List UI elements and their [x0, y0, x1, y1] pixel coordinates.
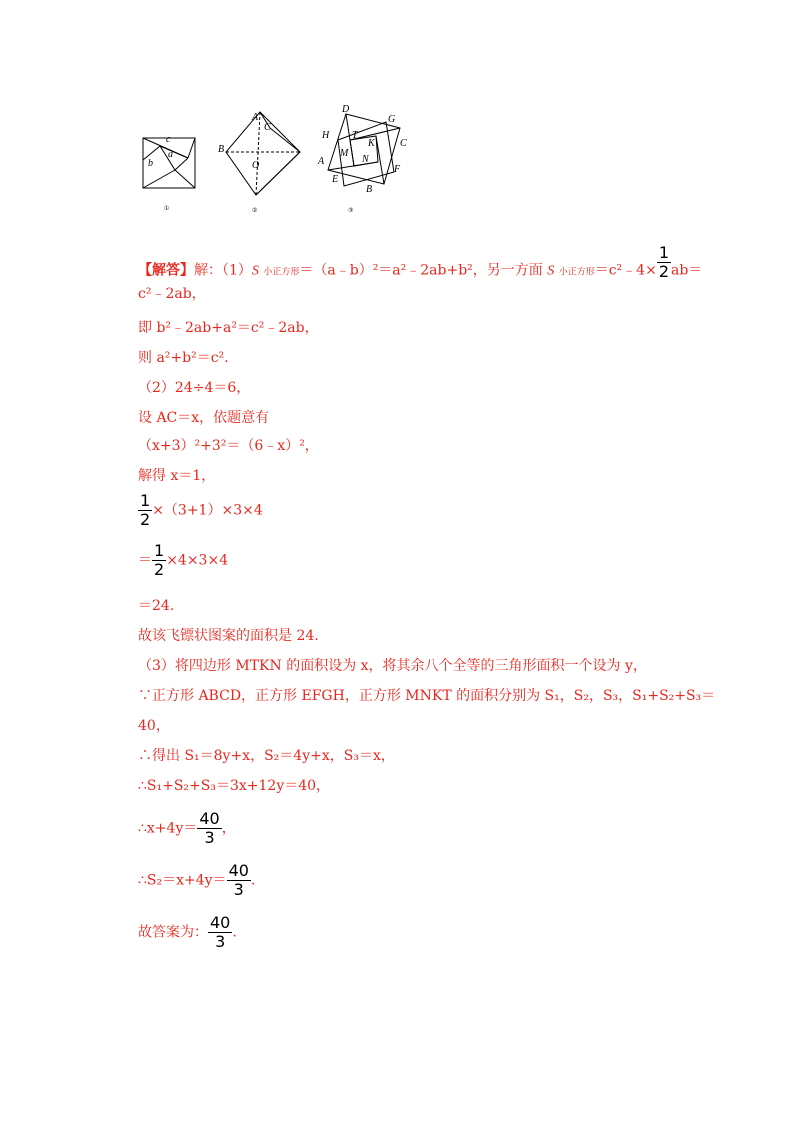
- figure-1: [130, 100, 200, 210]
- solution-line-16: ∴得出 S₁＝8y+x，S₂＝4y+x，S₃＝x，: [138, 748, 395, 764]
- solution-line-6: 设 AC＝x，依题意有: [138, 410, 270, 426]
- solution-line-10: ＝ $\frac{1}{2}$ ×4×3×4: [138, 541, 229, 579]
- svg-text:T: T: [352, 130, 358, 141]
- svg-text:A: A: [318, 156, 325, 167]
- svg-text:E: E: [332, 174, 339, 185]
- solution-line-5: （2）24÷4＝6，: [138, 380, 251, 396]
- figure-3: [308, 100, 418, 215]
- solution-line-9: $\frac{1}{2}$ ×（3+1）×3×4: [140, 491, 263, 529]
- solution-line-7: （x+3）²+3²＝（6﹣x）²，: [138, 438, 319, 454]
- fraction-40-3: $\frac{40}{3}$: [210, 913, 231, 951]
- fraction-40-3: $\frac{40}{3}$: [199, 809, 220, 847]
- svg-text:N: N: [362, 154, 369, 165]
- solution-line-12: 故该飞镖状图案的面积是 24.: [138, 628, 319, 644]
- svg-text:b: b: [148, 158, 153, 169]
- svg-text:B: B: [218, 144, 225, 155]
- svg-text:G: G: [388, 114, 396, 125]
- svg-text:③: ③: [348, 208, 354, 214]
- fraction-half: $\frac{1}{2}$: [658, 243, 669, 281]
- svg-text:F: F: [394, 164, 401, 175]
- svg-text:D: D: [342, 104, 350, 115]
- solution-line-14: ∵正方形 ABCD，正方形 EFGH，正方形 MNKT 的面积分别为 S₁，S₂，S₃，S₁+S₂+S₃＝: [138, 688, 716, 704]
- geometry-figures: [130, 100, 420, 220]
- svg-text:C: C: [264, 122, 271, 133]
- svg-text:K: K: [368, 138, 375, 149]
- fraction-half: $\frac{1}{2}$: [140, 491, 151, 529]
- svg-text:①: ①: [164, 206, 170, 210]
- solution-line-17: ∴S₁+S₂+S₃＝3x+12y＝40，: [138, 778, 331, 794]
- solution-line-20: 故答案为： $\frac{40}{3}$ .: [138, 913, 237, 951]
- svg-text:c: c: [166, 134, 171, 145]
- svg-text:a: a: [168, 149, 173, 160]
- fraction-half: $\frac{1}{2}$: [154, 541, 165, 579]
- svg-text:M: M: [340, 148, 349, 159]
- svg-text:A: A: [252, 112, 259, 123]
- solution-line-18: ∴x+4y＝ $\frac{40}{3}$ ，: [138, 809, 236, 847]
- answer-tag: 【解答】: [138, 262, 194, 279]
- svg-text:H: H: [322, 130, 330, 141]
- solution-line-15: 40，: [138, 718, 170, 734]
- fraction-40-3: $\frac{40}{3}$: [228, 861, 249, 899]
- svg-text:O: O: [252, 160, 260, 171]
- solution-line-1: 【解答】解：（1）S 小正方形＝（a﹣b）²＝a²﹣2ab+b²，另一方面 S 小正方形＝c²﹣4× $\frac{1}{2}$ ab＝: [138, 243, 703, 281]
- solution-line-2: c²﹣2ab，: [138, 286, 206, 302]
- solution-line-3: 即 b²﹣2ab+a²＝c²﹣2ab，: [138, 320, 319, 336]
- solution-line-11: ＝24.: [138, 598, 175, 614]
- svg-text:B: B: [366, 184, 373, 195]
- solution-line-4: 则 a²+b²＝c².: [138, 350, 229, 366]
- solution-line-13: （3）将四边形 MTKN 的面积设为 x，将其余八个全等的三角形面积一个设为 y，: [138, 658, 647, 674]
- svg-text:C: C: [400, 138, 407, 149]
- solution-line-19: ∴S₂＝x+4y＝ $\frac{40}{3}$ .: [138, 861, 256, 899]
- svg-text:②: ②: [252, 208, 258, 214]
- solution-line-8: 解得 x＝1，: [138, 468, 216, 484]
- figure-2: [208, 100, 308, 215]
